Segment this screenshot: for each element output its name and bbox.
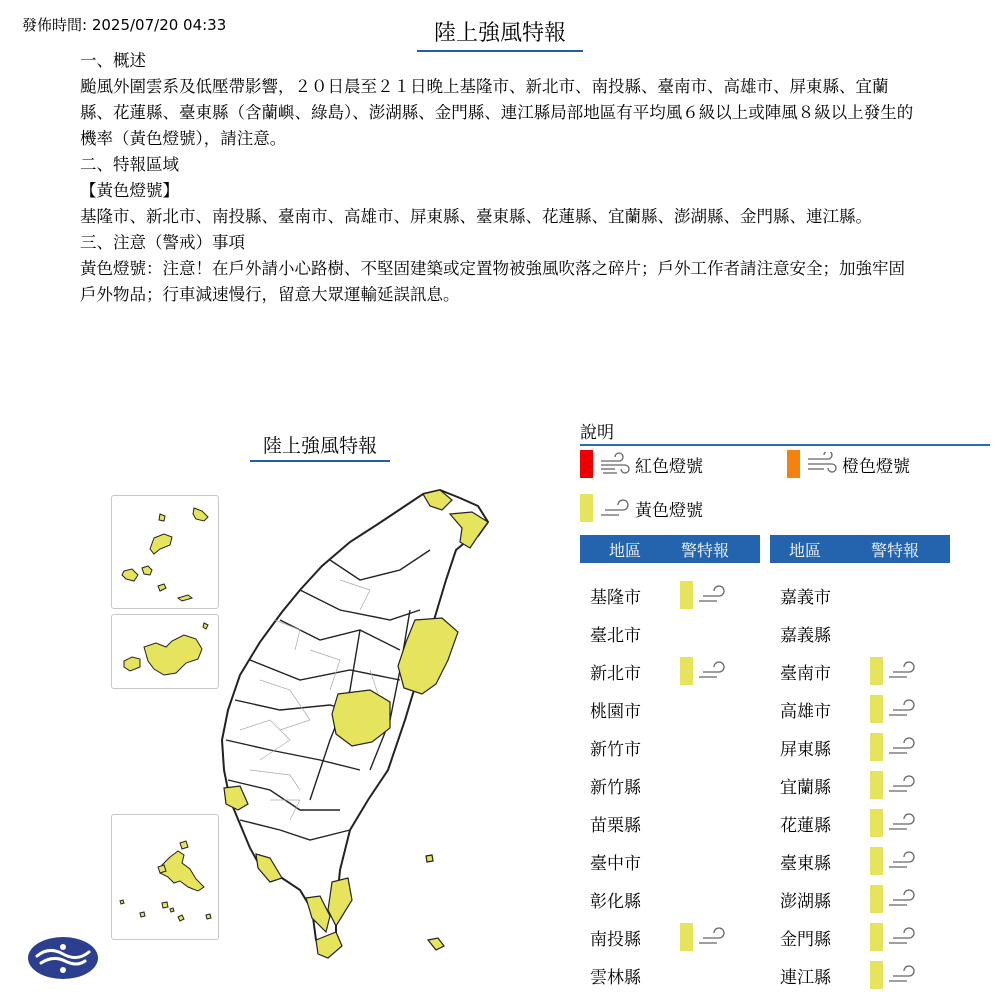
- cwa-logo-icon: [27, 936, 99, 980]
- table-row: [770, 960, 917, 990]
- table-row: [580, 694, 680, 724]
- region-name: 高雄市: [780, 701, 831, 722]
- table-row: [580, 884, 680, 914]
- legend-yellow-label: 黃色燈號: [635, 500, 703, 521]
- yellow-warning-swatch: [870, 771, 883, 799]
- table-row: [770, 922, 917, 952]
- section3-heading: 三、注意（警戒）事項: [80, 233, 245, 252]
- table-row: [770, 846, 917, 876]
- wind-icon: [887, 888, 917, 910]
- wind-icon: [887, 774, 917, 796]
- region-name: 新北市: [590, 663, 641, 684]
- region-name: 臺東縣: [780, 853, 831, 874]
- section2-heading: 二、特報區域: [80, 155, 179, 174]
- wind-icon: [887, 850, 917, 872]
- table-row: [580, 808, 680, 838]
- table-row: [770, 884, 917, 914]
- region-name: 桃園市: [590, 701, 641, 722]
- yellow-warning-swatch: [870, 923, 883, 951]
- yellow-warning-swatch: [870, 885, 883, 913]
- region-name: 新竹縣: [590, 777, 641, 798]
- green-island: [426, 855, 433, 862]
- wind-icon: [599, 496, 631, 520]
- taiwan-map: [100, 470, 520, 970]
- yellow-warning-swatch: [680, 923, 693, 951]
- legend-title: 說明: [580, 418, 990, 446]
- legend-orange-label: 橙色燈號: [842, 456, 910, 477]
- orange-swatch: [787, 450, 800, 478]
- table-row: [580, 732, 680, 762]
- yellow-warning-swatch: [680, 581, 693, 609]
- yellow-warning-swatch: [870, 657, 883, 685]
- region-name: 彰化縣: [590, 891, 641, 912]
- region-name: 花蓮縣: [780, 815, 831, 836]
- table-row: [770, 808, 917, 838]
- col-region-header: 地區: [608, 540, 641, 560]
- region-name: 南投縣: [590, 929, 641, 950]
- wind-icon: [697, 926, 727, 948]
- table-row: [580, 960, 680, 990]
- map-title: 陸上強風特報: [250, 431, 390, 462]
- lanyu-island: [428, 938, 444, 950]
- wind-icon: [697, 660, 727, 682]
- yellow-warning-swatch: [870, 847, 883, 875]
- wind-icon: [887, 736, 917, 758]
- region-name: 臺南市: [780, 663, 831, 684]
- yellow-swatch: [580, 494, 593, 522]
- table-row: [580, 922, 727, 952]
- section2-text: 基隆市、新北市、南投縣、臺南市、高雄市、屏東縣、臺東縣、花蓮縣、宜蘭縣、澎湖縣、金門縣、連江縣。: [80, 207, 872, 226]
- yellow-warning-swatch: [680, 657, 693, 685]
- region-name: 臺北市: [590, 625, 641, 646]
- table-row: [770, 770, 917, 800]
- wind-icon: [887, 964, 917, 986]
- region-name: 嘉義市: [780, 587, 831, 608]
- region-name: 金門縣: [780, 929, 831, 950]
- yellow-warning-swatch: [870, 733, 883, 761]
- section1-text: 颱風外圍雲系及低壓帶影響，２０日晨至２１日晚上基隆市、新北市、南投縣、臺南市、高雄市、屏東縣、宜蘭縣、花蓮縣、臺東縣（含蘭嶼、綠島）、澎湖縣、金門縣、連江縣局部地區有平均風６級以上或陣風８級以上發生的機率（黃色燈號），請注意。: [80, 77, 914, 148]
- table-row: [770, 732, 917, 762]
- table-header-right: [770, 535, 950, 563]
- region-name: 雲林縣: [590, 967, 641, 988]
- col-warning-header: 警特報: [870, 540, 919, 560]
- table-row: [580, 846, 680, 876]
- region-name: 宜蘭縣: [780, 777, 831, 798]
- table-header-left: [580, 535, 760, 563]
- yellow-warning-swatch: [870, 809, 883, 837]
- region-name: 嘉義縣: [780, 625, 831, 646]
- table-row: [580, 770, 680, 800]
- col-warning-header: 警特報: [680, 540, 729, 560]
- table-row: [580, 656, 727, 686]
- legend-orange: [787, 450, 910, 478]
- table-row: [580, 580, 727, 610]
- bulletin-text: [80, 48, 920, 308]
- col-region-header: 地區: [788, 540, 821, 560]
- issued-time: 發佈時間: 2025/07/20 04:33: [22, 16, 227, 34]
- region-name: 新竹市: [590, 739, 641, 760]
- wind-icon: [887, 698, 917, 720]
- wind-icon: [887, 926, 917, 948]
- table-row: [580, 618, 680, 648]
- section2-sub: 【黃色燈號】: [80, 181, 179, 200]
- strong-wind-icon: [599, 452, 631, 476]
- wind-icon: [887, 660, 917, 682]
- section3-text: 黃色燈號：注意！在戶外請小心路樹、不堅固建築或定置物被強風吹落之碎片；戶外工作者請注意安全；加強牢固戶外物品；行車減速慢行，留意大眾運輸延誤訊息。: [80, 259, 905, 304]
- table-row: [770, 656, 917, 686]
- legend-yellow: [580, 494, 703, 522]
- table-row: [770, 580, 870, 610]
- region-name: 澎湖縣: [780, 891, 831, 912]
- wind-icon: [697, 584, 727, 606]
- wind-icon: [887, 812, 917, 834]
- region-name: 基隆市: [590, 587, 641, 608]
- yellow-warning-swatch: [870, 961, 883, 989]
- table-row: [770, 694, 917, 724]
- table-row: [770, 618, 870, 648]
- yellow-warning-swatch: [870, 695, 883, 723]
- section1-heading: 一、概述: [80, 51, 146, 70]
- region-name: 苗栗縣: [590, 815, 641, 836]
- legend-red: [580, 450, 703, 478]
- region-name: 屏東縣: [780, 739, 831, 760]
- page-title: 陸上強風特報: [417, 16, 583, 52]
- region-name: 臺中市: [590, 853, 641, 874]
- legend-red-label: 紅色燈號: [635, 456, 703, 477]
- gale-wind-icon: [806, 452, 838, 476]
- region-name: 連江縣: [780, 967, 831, 988]
- red-swatch: [580, 450, 593, 478]
